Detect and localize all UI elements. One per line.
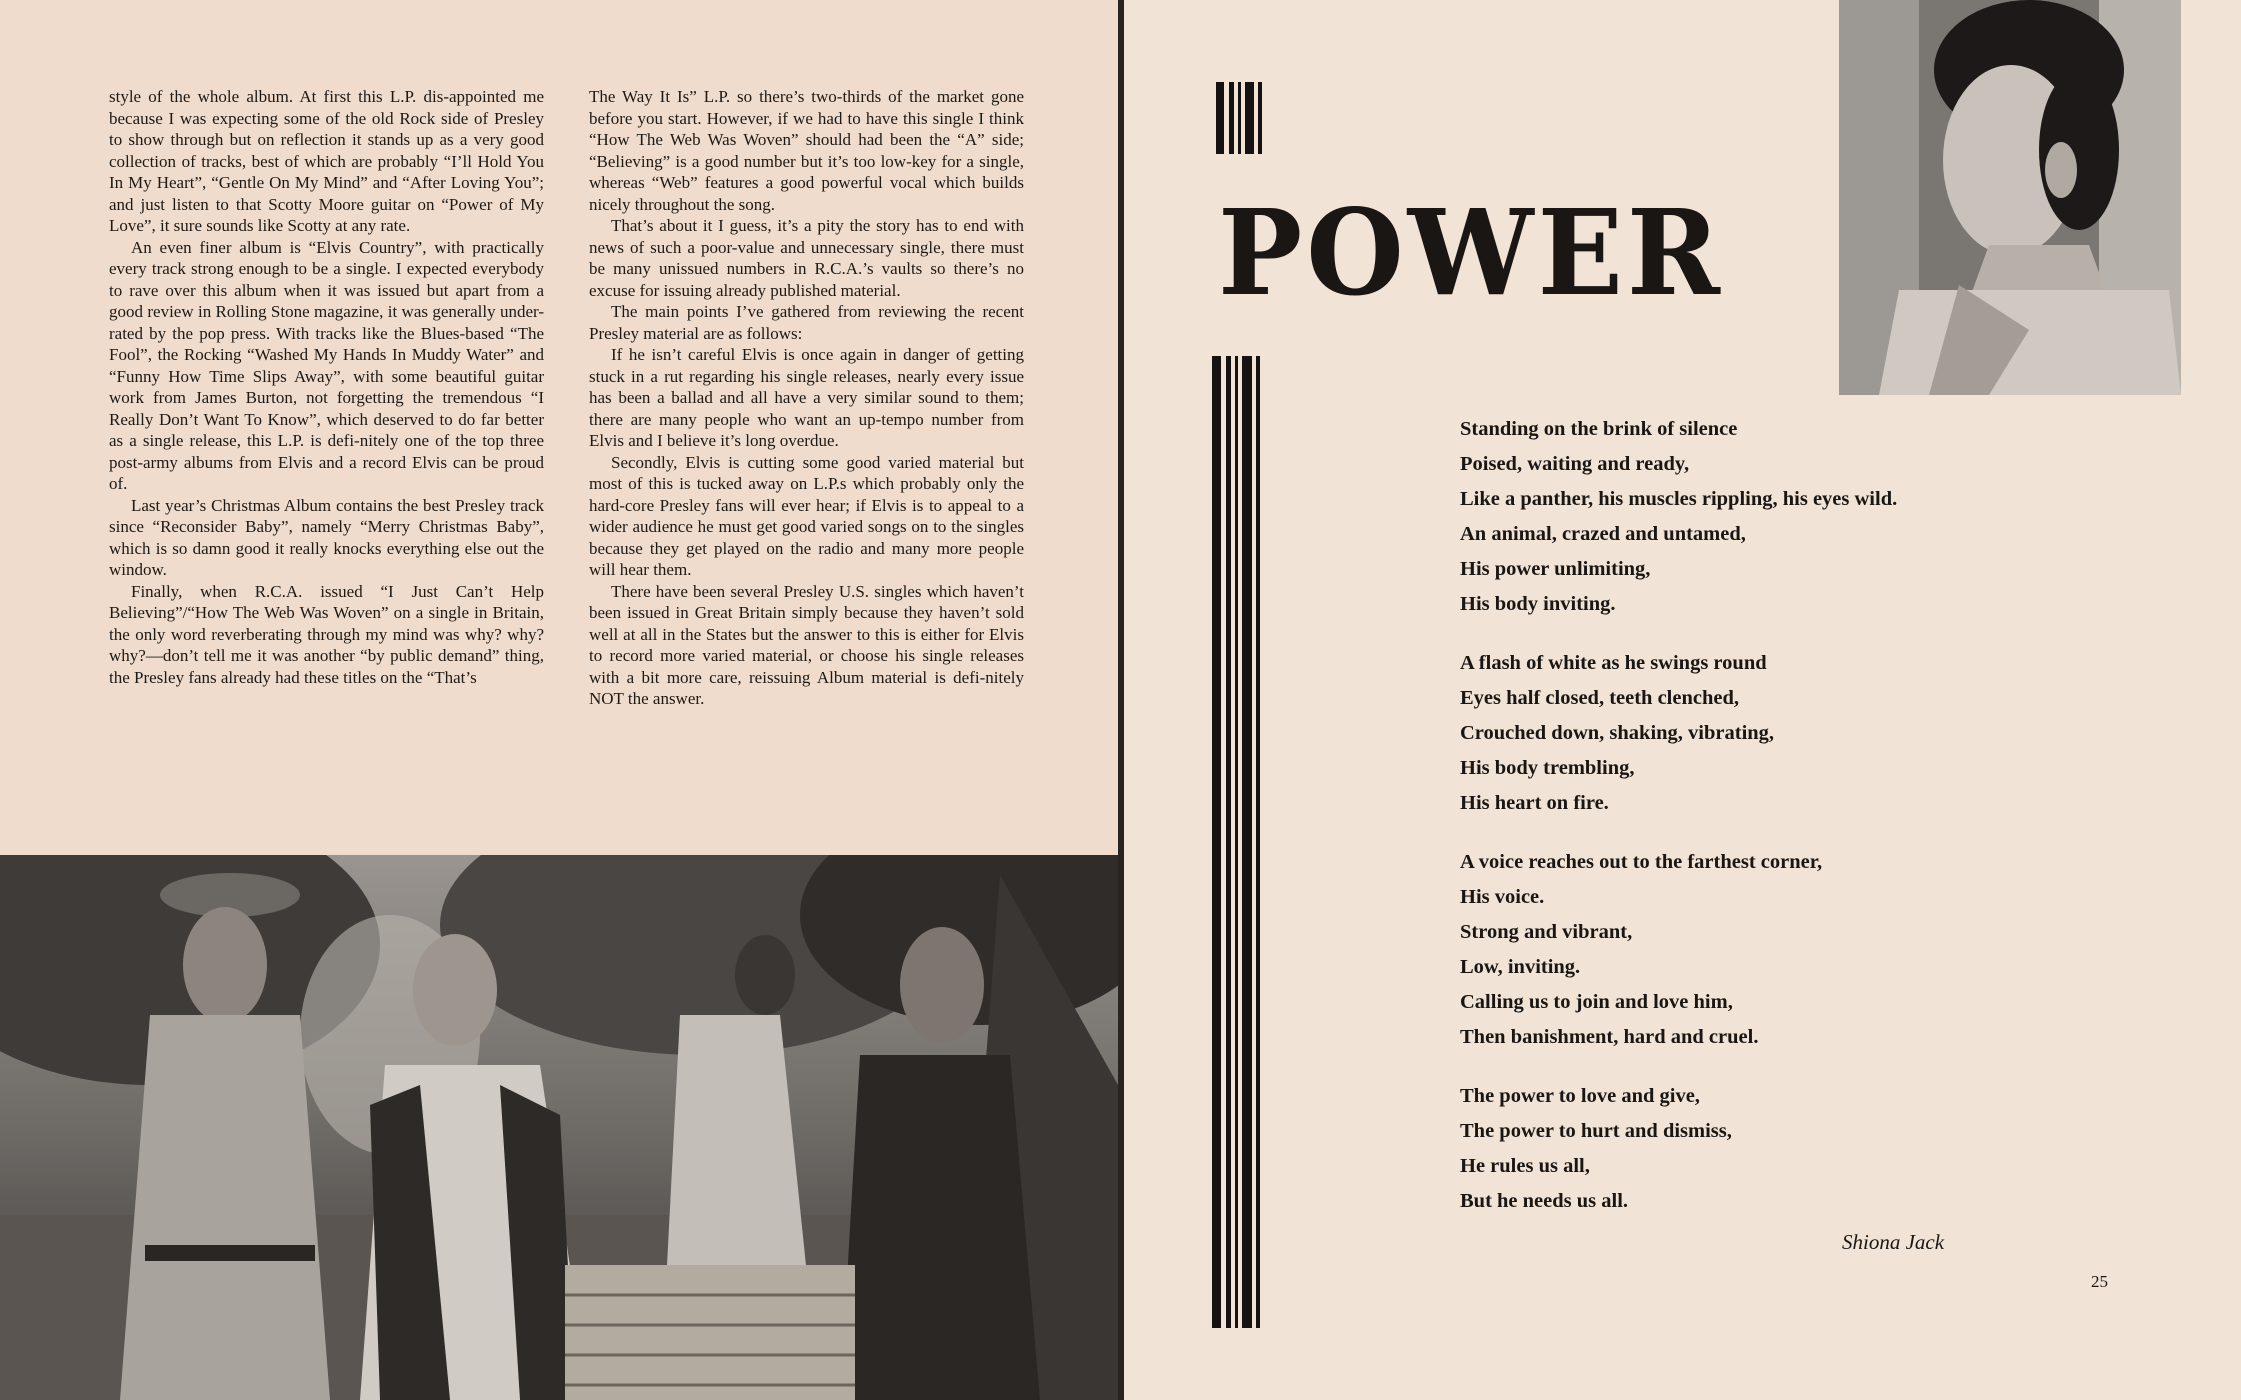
paragraph: That’s about it I guess, it’s a pity the story has to end with news of such a poor-value and unnecessary single, there must be many unissued numbers in R.C.A.’s vaults so there’s no excuse for issuing already published material. xyxy=(589,216,1024,300)
article-column-2 xyxy=(589,86,1024,710)
poem-line: A voice reaches out to the farthest corner, xyxy=(1460,851,1823,873)
poem-line: Eyes half closed, teeth clenched, xyxy=(1460,687,1739,709)
poem-stanza xyxy=(1460,646,2020,821)
poem-line: The power to hurt and dismiss, xyxy=(1460,1120,1732,1142)
poem-stanza xyxy=(1460,412,2020,622)
film-still-photo xyxy=(0,855,1118,1400)
paragraph: The Way It Is” L.P. so there’s two-thirds of the market gone before you start. However, if we had to have this single I think “How The Web Was Woven” should had been the “A” side; “Believing” is a good number but it’s too low-key for a single, whereas “Web” features a good powerful vocal which builds nicely throughout the song. xyxy=(589,87,1024,214)
portrait-illustration xyxy=(1839,0,2181,395)
portrait-photo xyxy=(1839,0,2181,395)
paragraph: Last year’s Christmas Album contains the best Presley track since “Reconsider Baby”, namely “Merry Christmas Baby”, which is so damn good it really knocks everything else out the window. xyxy=(109,495,544,579)
poem-line: His heart on fire. xyxy=(1460,792,1609,814)
paragraph: There have been several Presley U.S. singles which haven’t been issued in Great Britain simply because they haven’t sold well at all in the States but the answer to this is either for Elvis to record more varied material, or choose his single releases with a bit more care, reissuing Album material is defi-nitely NOT the answer. xyxy=(589,581,1024,708)
poem-line: Calling us to join and love him, xyxy=(1460,991,1733,1013)
poem-line: His body inviting. xyxy=(1460,593,1616,615)
poem-line: His body trembling, xyxy=(1460,757,1635,779)
poem-line: But he needs us all. xyxy=(1460,1190,1629,1212)
poem-line: He rules us all, xyxy=(1460,1155,1590,1177)
poem-line: Crouched down, shaking, vibrating, xyxy=(1460,722,1775,744)
poem-body xyxy=(1460,412,2020,1243)
poem-stanza xyxy=(1460,1079,2020,1219)
poem-stanza xyxy=(1460,845,2020,1055)
decorative-bars-top xyxy=(1216,82,1262,154)
paragraph: An even finer album is “Elvis Country”, with practically every track strong enough to be a single. I expected everybody to rave over this album when it was issued but apart from a good review in Rolling Stone magazine, it was generally under-rated by the pop press. With tracks like the Blues-based “The Fool”, the Rocking “Washed My Hands In Muddy Water” and “Funny How Time Slips Away”, with some beautiful guitar work from James Burton, not forgetting the tremendous “I Really Don’t Want To Know”, which deserved to do far better as a single release, this L.P. is defi-nitely one of the top three post-army albums from Elvis and a record Elvis can be proud of. xyxy=(109,237,544,493)
poem-line: His voice. xyxy=(1460,886,1545,908)
decorative-bars-long xyxy=(1212,356,1260,1328)
paragraph: Finally, when R.C.A. issued “I Just Can’t Help Believing”/“How The Web Was Woven” on a single in Britain, the only word reverberating through my mind was why? why? why?—don’t tell me it was another “by public demand” thing, the Presley fans already had these titles on the “That’s xyxy=(109,581,544,687)
poem-line: An animal, crazed and untamed, xyxy=(1460,523,1746,545)
poem-title: POWER xyxy=(1218,184,1725,323)
film-still-illustration xyxy=(0,855,1118,1400)
poem-line: A flash of white as he swings round xyxy=(1460,652,1767,674)
poem-line: Poised, waiting and ready, xyxy=(1460,453,1690,475)
poem-line: The power to love and give, xyxy=(1460,1085,1700,1107)
poem-line: Low, inviting. xyxy=(1460,956,1581,978)
poem-line: Like a panther, his muscles rippling, his eyes wild. xyxy=(1460,488,1898,510)
article-column-1 xyxy=(109,86,544,688)
poem-line: Standing on the brink of silence xyxy=(1460,418,1738,440)
poem-line: His power unlimiting, xyxy=(1460,558,1651,580)
poem-line: Then banishment, hard and cruel. xyxy=(1460,1026,1759,1048)
paragraph: The main points I’ve gathered from reviewing the recent Presley material are as follows: xyxy=(589,302,1024,343)
page-number: 25 xyxy=(2091,1272,2108,1291)
paragraph: If he isn’t careful Elvis is once again in danger of getting stuck in a rut regarding his single releases, nearly every issue has been a ballad and all have a very similar sound to them; there are many people who want an up-tempo number from Elvis and I believe it’s long overdue. xyxy=(589,345,1024,450)
poem-author: Shiona Jack xyxy=(1842,1230,1945,1254)
poem-line: Strong and vibrant, xyxy=(1460,921,1633,943)
paragraph: Secondly, Elvis is cutting some good varied material but most of this is tucked away on L.P.s which probably only the hard-core Presley fans will ever hear; if Elvis is to appeal to a wider audience he must get good varied songs on to the singles because they get played on the radio and many more people will hear them. xyxy=(589,452,1024,579)
paragraph: style of the whole album. At first this L.P. dis-appointed me because I was expecting some of the old Rock side of Presley to show through but on reflection it stands up as a very good collection of tracks, best of which are probably “I’ll Hold You In My Heart”, “Gentle On My Mind” and “After Loving You”; and just listen to that Scotty Moore guitar on “Power of My Love”, it sure sounds like Scotty at any rate. xyxy=(109,87,544,235)
